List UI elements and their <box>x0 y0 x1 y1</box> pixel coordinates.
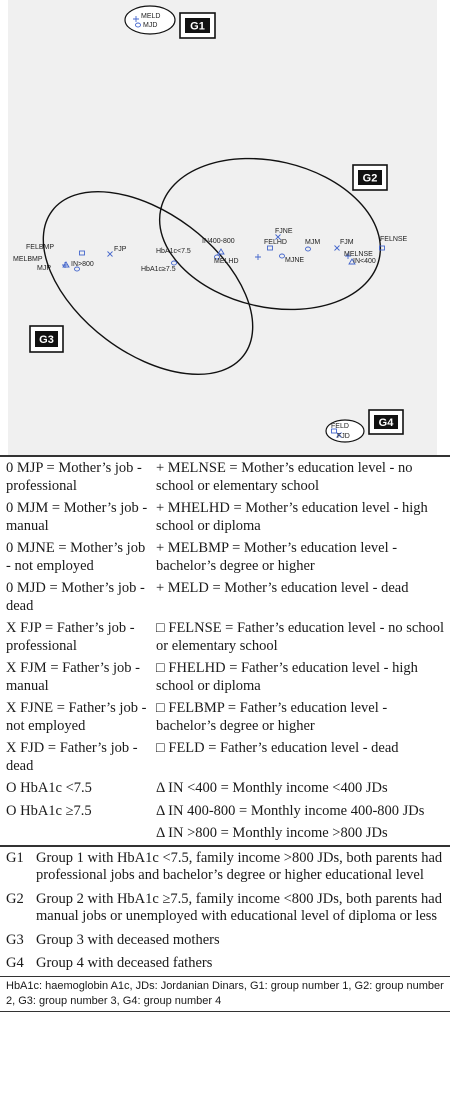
point-marker <box>335 246 340 251</box>
group-label: G1 <box>190 20 205 33</box>
plot-svg <box>8 0 437 455</box>
point-label: MELBMP <box>13 256 43 263</box>
point-label: FELNSE <box>380 236 408 243</box>
point-label: MELD <box>141 13 161 20</box>
legend-right: Δ IN >800 = Monthly income >800 JDs <box>156 822 450 846</box>
legend-row <box>0 737 450 777</box>
legend-right: Δ IN <400 = Monthly income <400 JDs <box>156 780 388 796</box>
point-label: IN400-800 <box>202 238 235 245</box>
group-id: G1 <box>6 849 24 866</box>
group-ellipse-g1 <box>10 155 286 411</box>
legend-right: □ FELBMP = Father’s education level - bachelor’s degree or higher <box>156 700 388 734</box>
point-marker <box>63 262 69 267</box>
legend-row <box>0 577 450 617</box>
legend-row <box>0 777 450 800</box>
point-marker <box>218 249 224 254</box>
point-label: HbA1c≥7.5 <box>141 266 176 273</box>
legend-left: X FJM = Father’s job - manual <box>6 660 140 694</box>
point-label: MJP <box>37 265 51 272</box>
point-label: MELHD <box>214 258 239 265</box>
point-marker <box>306 247 311 251</box>
group-row <box>0 929 450 953</box>
point-marker <box>108 252 113 257</box>
group-row <box>0 888 450 929</box>
point-label: MELNSE <box>344 251 373 258</box>
group-id: G3 <box>6 931 24 948</box>
point-label: IN<400 <box>353 258 376 265</box>
group-desc: Group 2 with HbA1c ≥7.5, family income <800 JDs, both parents had manual jobs or unemployed with educational level of diploma or less <box>36 890 442 924</box>
point-label: MJNE <box>285 257 305 264</box>
legend-left: O HbA1c ≥7.5 <box>6 802 92 819</box>
group-label: G2 <box>362 172 378 185</box>
legend-row <box>0 497 450 537</box>
group-ellipse-g3 <box>125 6 175 34</box>
point-label: FJD <box>337 433 350 440</box>
point-marker <box>255 254 261 260</box>
legend-row <box>0 800 450 823</box>
point-label: FELBMP <box>26 244 55 251</box>
legend-right: + MELNSE = Mother’s education level - no school or elementary school <box>156 456 450 497</box>
point-label: FELHD <box>264 239 287 246</box>
legend-row <box>0 822 450 846</box>
legend-right: □ FELNSE = Father’s education level - no school or elementary school <box>156 620 445 654</box>
point-marker <box>80 251 85 255</box>
group-row <box>0 952 450 976</box>
legend-table <box>0 455 450 847</box>
legend-left: 0 MJNE = Mother’s job - not employed <box>6 540 146 574</box>
group-desc: Group 3 with deceased mothers <box>36 931 220 948</box>
legend-left: O HbA1c <7.5 <box>6 780 92 796</box>
legend-row <box>0 617 450 657</box>
legend-left: X FJNE = Father’s job - not employed <box>6 700 147 734</box>
group-id: G4 <box>6 955 24 971</box>
point-label: HbA1c<7.5 <box>156 248 191 255</box>
point-label: MJM <box>305 239 321 246</box>
legend-right: □ FHELHD = Father’s education level - high school or diploma <box>156 660 418 694</box>
group-desc: Group 1 with HbA1c <7.5, family income >800 JDs, both parents had professional jobs and bachelor’s degree or higher educational level <box>36 849 443 883</box>
point-label: FJM <box>340 239 354 246</box>
group-label: G3 <box>39 334 54 346</box>
point-label: IN>800 <box>71 261 94 268</box>
legend-row <box>0 537 450 577</box>
legend-right: + MELBMP = Mother’s education level - bachelor’s degree or higher <box>156 540 398 574</box>
group-desc: Group 4 with deceased fathers <box>36 955 213 971</box>
legend-right: + MHELHD = Mother’s education level - high school or diploma <box>156 500 428 534</box>
legend-left: X FJP = Father’s job - professional <box>6 620 135 654</box>
legend-row <box>0 456 450 497</box>
point-marker <box>172 261 177 265</box>
legend-left: 0 MJD = Mother’s job - dead <box>6 580 145 614</box>
legend-left: X FJD = Father’s job - dead <box>6 740 138 774</box>
point-marker <box>280 254 285 258</box>
footnote: HbA1c: haemoglobin A1c, JDs: Jordanian Dinars, G1: group number 1, G2: group number 2, G3: group number 3, G4: group number 4 <box>0 976 450 1012</box>
group-table <box>0 847 450 976</box>
legend-left: 0 MJP = Mother’s job - professional <box>0 456 156 497</box>
point-marker <box>268 246 273 250</box>
point-label: FJP <box>114 246 127 253</box>
legend-right: + MELD = Mother’s education level - dead <box>156 580 409 596</box>
group-id: G2 <box>6 890 24 907</box>
correspondence-plot <box>8 0 437 455</box>
legend-left <box>0 822 156 846</box>
legend-left: 0 MJM = Mother’s job - manual <box>6 500 148 534</box>
group-label: G4 <box>378 417 394 429</box>
legend-row <box>0 697 450 737</box>
point-label: FJNE <box>275 228 293 235</box>
legend-right: Δ IN 400-800 = Monthly income 400-800 JDs <box>156 802 425 819</box>
point-label: MJD <box>143 22 158 29</box>
legend-right: □ FELD = Father’s education level - dead <box>156 740 399 756</box>
group-row <box>0 847 450 888</box>
legend-row <box>0 657 450 697</box>
legend-section <box>0 455 450 1012</box>
point-label: FELD <box>331 423 349 430</box>
